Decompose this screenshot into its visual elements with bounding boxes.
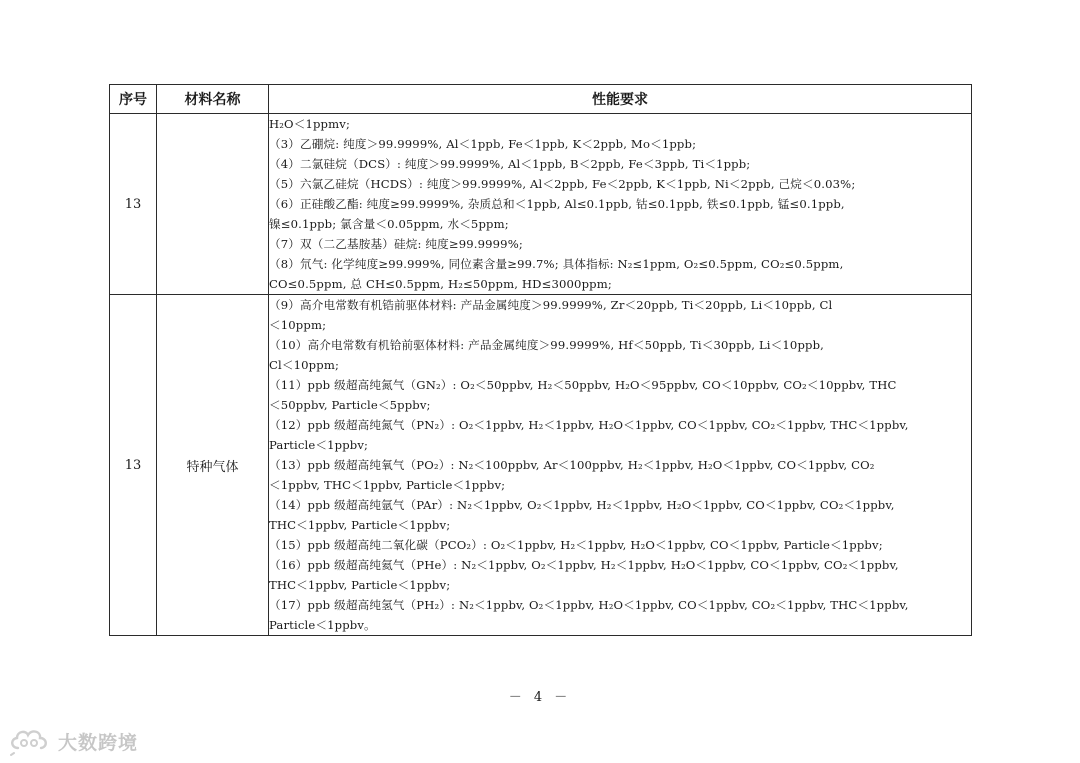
watermark-text: 大数跨境	[58, 731, 139, 754]
requirement-line: （13）ppb 级超高纯氧气（PO₂）: N₂＜100ppbv, Ar＜100ppbv, H₂＜1ppbv, H₂O＜1ppbv, CO＜1ppbv, CO₂	[269, 458, 875, 472]
requirements-cell	[269, 114, 972, 295]
requirement-line: （12）ppb 级超高纯氮气（PN₂）: O₂＜1ppbv, H₂＜1ppbv, H₂O＜1ppbv, CO＜1ppbv, CO₂＜1ppbv, THC＜1ppbv,	[269, 418, 909, 432]
header-performance-requirements: 性能要求	[269, 85, 972, 114]
requirement-line: （4）二氯硅烷（DCS）: 纯度＞99.9999%, Al＜1ppb, B＜2ppb, Fe＜3ppb, Ti＜1ppb;	[269, 157, 751, 171]
requirement-line: （8）氘气: 化学纯度≥99.999%, 同位素含量≥99.7%; 具体指标: N₂≤1ppm, O₂≤0.5ppm, CO₂≤0.5ppm,	[269, 257, 844, 271]
requirement-line: （16）ppb 级超高纯氦气（PHe）: N₂＜1ppbv, O₂＜1ppbv, H₂＜1ppbv, H₂O＜1ppbv, CO＜1ppbv, CO₂＜1ppbv,	[269, 558, 899, 572]
watermark	[8, 726, 138, 756]
requirement-line: Particle＜1ppbv。	[269, 618, 376, 632]
requirement-line: THC＜1ppbv, Particle＜1ppbv;	[269, 518, 451, 532]
serial-number-cell: 13	[110, 114, 157, 295]
table-body	[110, 114, 972, 636]
requirement-line: （17）ppb 级超高纯氢气（PH₂）: N₂＜1ppbv, O₂＜1ppbv, H₂O＜1ppbv, CO＜1ppbv, CO₂＜1ppbv, THC＜1ppbv,	[269, 598, 909, 612]
requirement-line: （6）正硅酸乙酯: 纯度≥99.9999%, 杂质总和＜1ppb, Al≤0.1ppb, 钴≤0.1ppb, 铁≤0.1ppb, 锰≤0.1ppb,	[269, 197, 845, 211]
table-row	[110, 295, 972, 636]
cloud-logo-icon	[8, 726, 52, 756]
requirement-line: Cl＜10ppm;	[269, 358, 340, 372]
header-material-name: 材料名称	[157, 85, 269, 114]
requirement-line: （10）高介电常数有机铪前驱体材料: 产品金属纯度＞99.9999%, Hf＜50ppb, Ti＜30ppb, Li＜10ppb,	[269, 338, 824, 352]
requirements-cell	[269, 295, 972, 636]
requirement-line: （5）六氯乙硅烷（HCDS）: 纯度＞99.9999%, Al＜2ppb, Fe＜2ppb, K＜1ppb, Ni＜2ppb, 己烷＜0.03%;	[269, 177, 856, 191]
performance-requirements-table	[109, 84, 972, 636]
requirement-line: （3）乙硼烷: 纯度＞99.9999%, Al＜1ppb, Fe＜1ppb, K＜2ppb, Mo＜1ppb;	[269, 137, 697, 151]
requirement-line: （15）ppb 级超高纯二氧化碳（PCO₂）: O₂＜1ppbv, H₂＜1ppbv, H₂O＜1ppbv, CO＜1ppbv, Particle＜1ppbv;	[269, 538, 883, 552]
requirement-line: CO≤0.5ppm, 总 CH≤0.5ppm, H₂≤50ppm, HD≤3000ppm;	[269, 277, 612, 291]
serial-number-cell: 13	[110, 295, 157, 636]
page-number: － 4 －	[508, 690, 572, 705]
requirement-line: H₂O＜1ppmv;	[269, 117, 351, 131]
material-name-cell	[157, 114, 269, 295]
requirement-line: ＜10ppm;	[269, 318, 327, 332]
header-serial-number: 序号	[110, 85, 157, 114]
table-header-row	[110, 85, 972, 114]
requirement-line: Particle＜1ppbv;	[269, 438, 369, 452]
requirement-line: （11）ppb 级超高纯氮气（GN₂）: O₂＜50ppbv, H₂＜50ppbv, H₂O＜95ppbv, CO＜10ppbv, CO₂＜10ppbv, THC	[269, 378, 897, 392]
table-row	[110, 114, 972, 295]
requirement-line: ＜50ppbv, Particle＜5ppbv;	[269, 398, 431, 412]
requirement-line: （7）双（二乙基胺基）硅烷: 纯度≥99.9999%;	[269, 237, 523, 251]
requirement-line: ＜1ppbv, THC＜1ppbv, Particle＜1ppbv;	[269, 478, 506, 492]
requirement-line: 镍≤0.1ppb; 氯含量＜0.05ppm, 水＜5ppm;	[269, 217, 509, 231]
requirement-line: （14）ppb 级超高纯氩气（PAr）: N₂＜1ppbv, O₂＜1ppbv, H₂＜1ppbv, H₂O＜1ppbv, CO＜1ppbv, CO₂＜1ppbv,	[269, 498, 895, 512]
requirement-line: THC＜1ppbv, Particle＜1ppbv;	[269, 578, 451, 592]
material-name-cell: 特种气体	[157, 295, 269, 636]
requirement-line: （9）高介电常数有机锆前驱体材料: 产品金属纯度＞99.9999%, Zr＜20ppb, Ti＜20ppb, Li＜10ppb, Cl	[269, 298, 833, 312]
